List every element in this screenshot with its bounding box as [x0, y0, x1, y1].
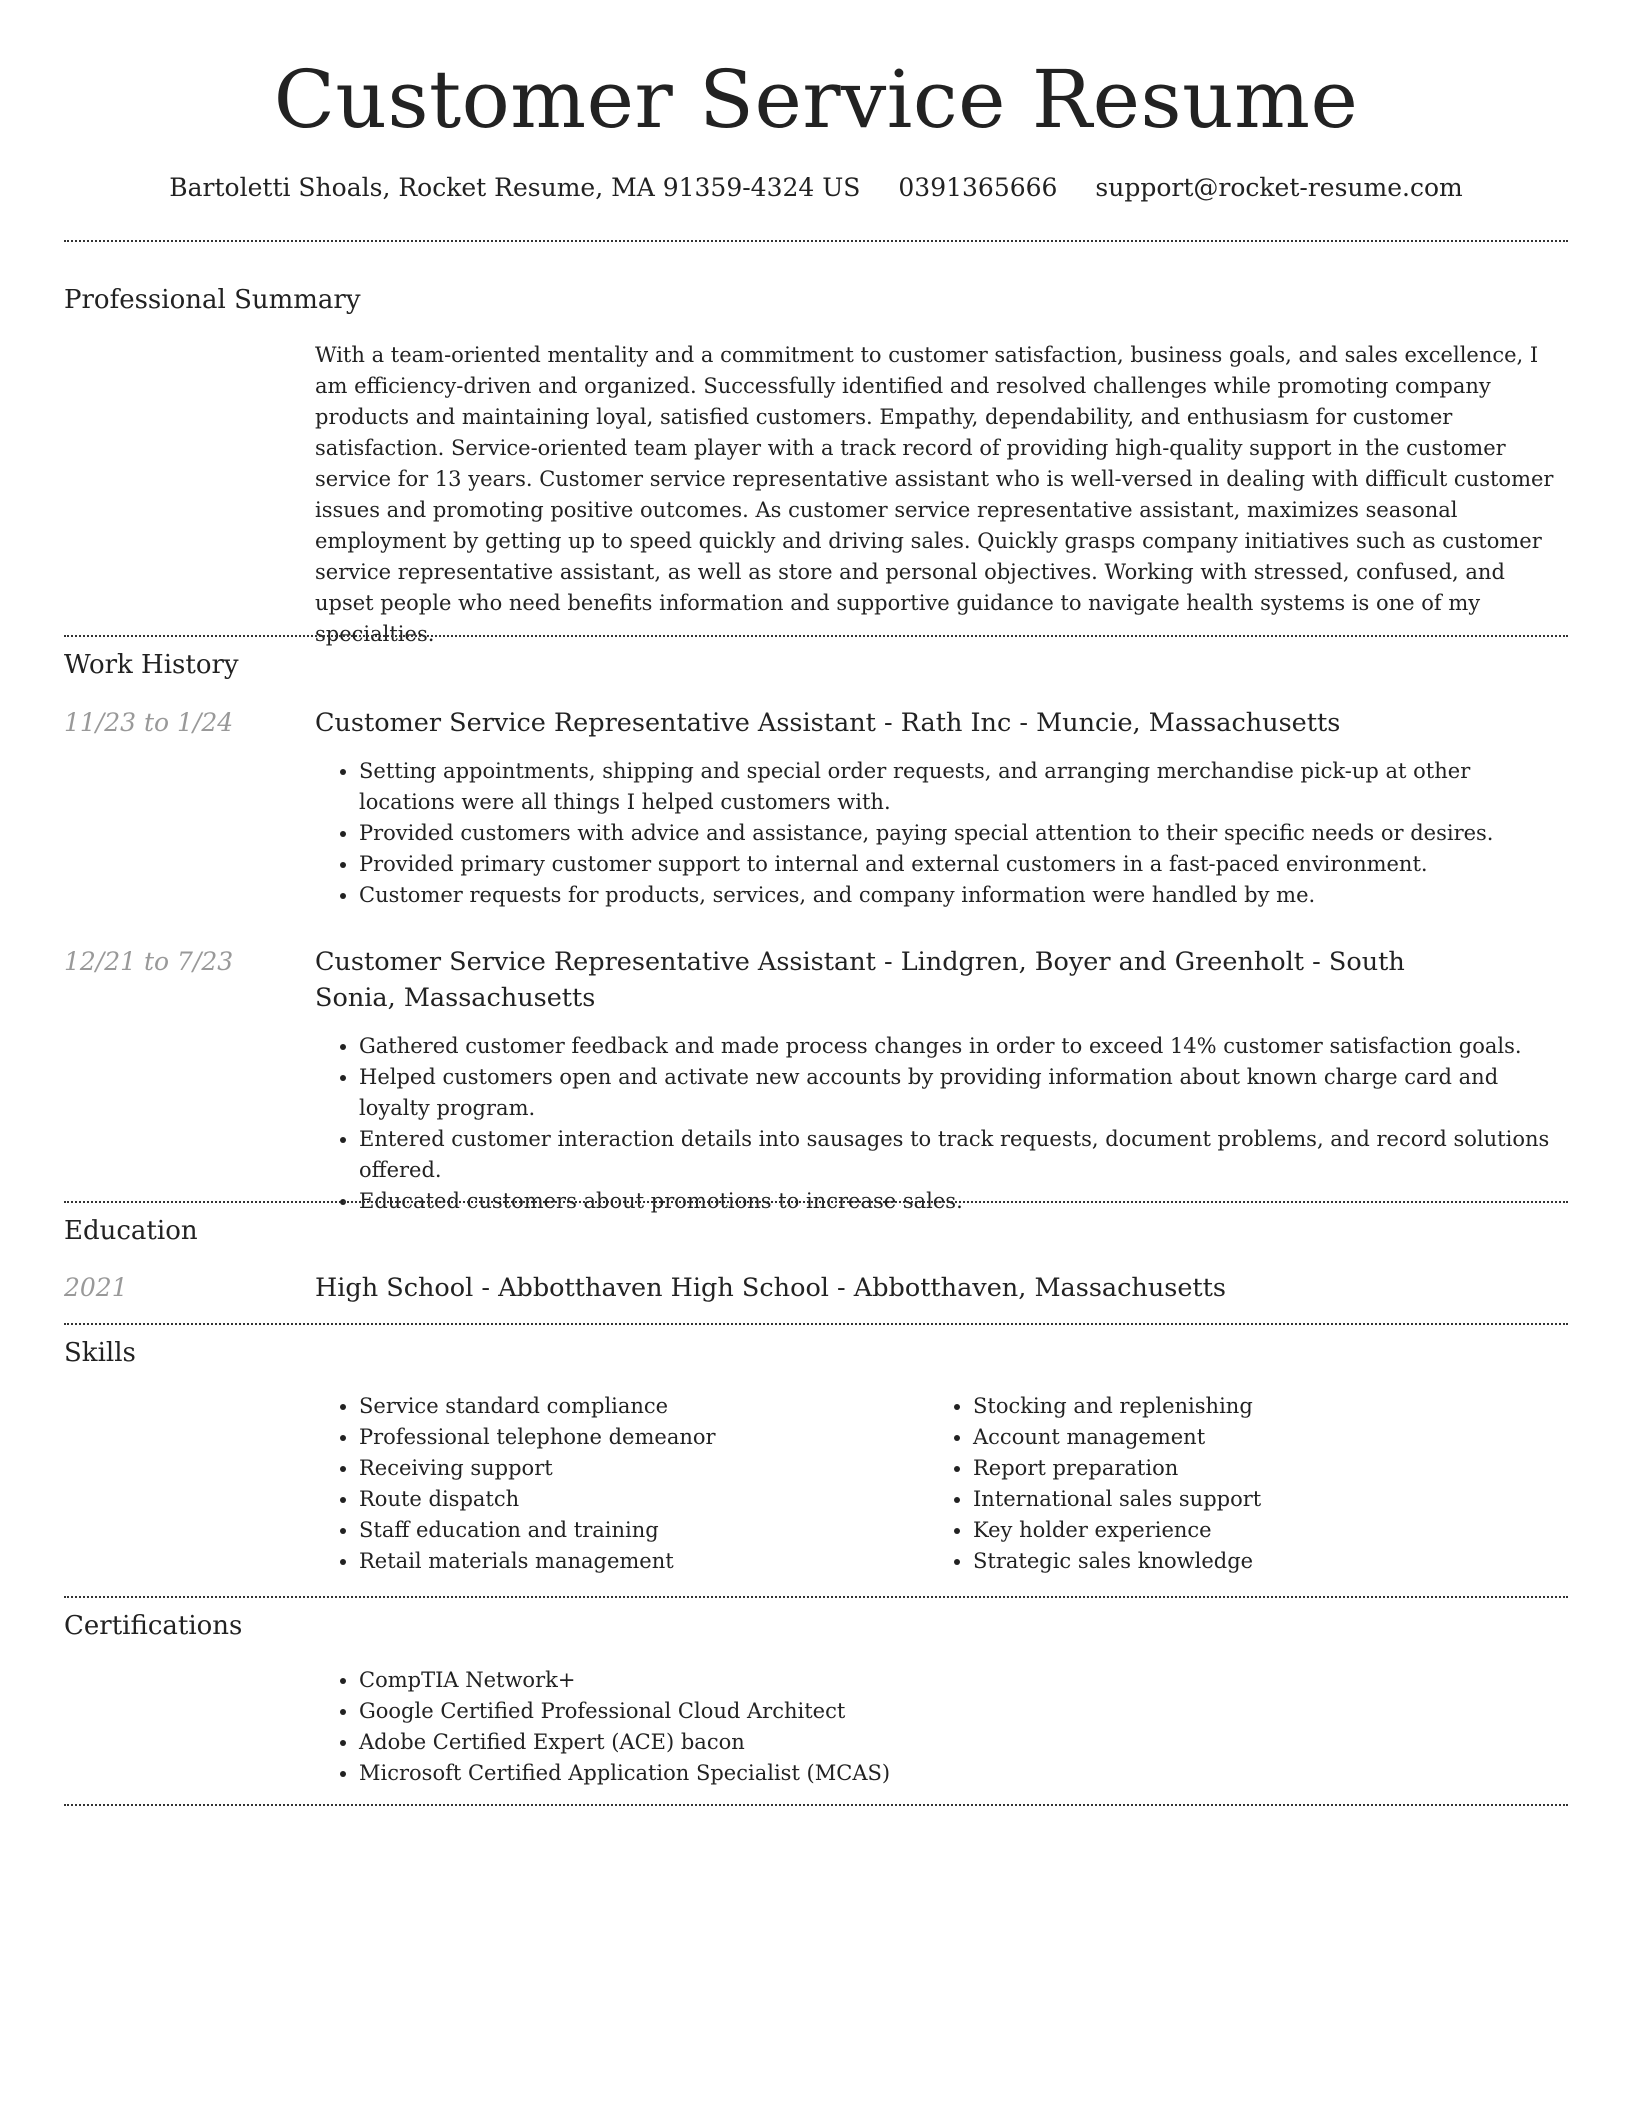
- job-bullet: • Entered customer interaction details into sausages to track requests, document problems, and record solutions offered.: [359, 1124, 1568, 1186]
- summary-heading: Professional Summary: [64, 285, 361, 315]
- skill-item: • Strategic sales knowledge: [973, 1546, 1559, 1577]
- skill-item: • Key holder experience: [973, 1515, 1559, 1546]
- skill-item: • International sales support: [973, 1484, 1559, 1515]
- job-bullet: • Provided primary customer support to internal and external customers in a fast-paced environment.: [359, 849, 1568, 880]
- certification-item: • CompTIA Network+: [359, 1665, 1568, 1696]
- skills-left-column: [315, 1391, 915, 1577]
- contact-phone: 0391365666: [898, 173, 1058, 202]
- education-heading: Education: [64, 1216, 198, 1246]
- skill-item: • Professional telephone demeanor: [359, 1422, 915, 1453]
- skill-item: • Account management: [973, 1422, 1559, 1453]
- skills-heading: Skills: [64, 1338, 136, 1368]
- skill-item: • Report preparation: [973, 1453, 1559, 1484]
- certification-item: • Microsoft Certified Application Specialist (MCAS): [359, 1758, 1568, 1789]
- job-bullet: • Educated customers about promotions to increase sales.: [359, 1186, 1568, 1217]
- summary-text: With a team-oriented mentality and a commitment to customer satisfaction, business goals, and sales excellence, I am efficiency-driven and organized. Successfully identified and resolved challenges while promoting company products and maintaining loyal, satisfied customers. Empathy, dependability, and enthusiasm for customer satisfaction. Service-oriented team player with a track record of providing high-quality support in the customer service for 13 years. Customer service representative assistant who is well-versed in dealing with difficult customer issues and promoting positive outcomes. As customer service representative assistant, maximizes seasonal employment by getting up to speed quickly and driving sales. Quickly grasps company initiatives such as customer service representative assistant, as well as store and personal objectives. Working with stressed, confused, and upset people who need benefits information and supportive guidance to navigate health systems is one of my specialties.: [315, 343, 1554, 646]
- job-dates: 12/21 to 7/23: [64, 947, 234, 976]
- skill-item: • Staff education and training: [359, 1515, 915, 1546]
- job-bullet-list: [315, 756, 1568, 911]
- divider: [64, 635, 1568, 637]
- certification-item: • Adobe Certified Expert (ACE) bacon: [359, 1727, 1568, 1758]
- skills-right-column: [929, 1391, 1559, 1577]
- contact-email: support@rocket-resume.com: [1095, 173, 1463, 202]
- divider: [64, 1596, 1568, 1598]
- certifications-heading: Certifications: [64, 1611, 243, 1641]
- divider: [64, 1201, 1568, 1203]
- job-details: [315, 756, 1568, 911]
- job-title: Customer Service Representative Assistant - Rath Inc - Muncie, Massachusetts: [315, 708, 1341, 738]
- divider: [64, 240, 1568, 242]
- skill-item: • Service standard compliance: [359, 1391, 915, 1422]
- job-bullet: • Gathered customer feedback and made process changes in order to exceed 14% customer satisfaction goals.: [359, 1031, 1568, 1062]
- certifications-list: [315, 1665, 1568, 1789]
- resume-title: Customer Service Resume: [273, 53, 1359, 146]
- certification-item: • Google Certified Professional Cloud Architect: [359, 1696, 1568, 1727]
- job-bullet: • Setting appointments, shipping and special order requests, and arranging merchandise pick-up at other locations were all things I helped customers with.: [359, 756, 1568, 818]
- job-bullet: • Customer requests for products, services, and company information were handled by me.: [359, 880, 1568, 911]
- skill-item: • Retail materials management: [359, 1546, 915, 1577]
- skill-item: • Route dispatch: [359, 1484, 915, 1515]
- job-details: [315, 1031, 1568, 1217]
- skill-item: • Receiving support: [359, 1453, 915, 1484]
- skills-list: [315, 1391, 915, 1577]
- job-dates: 11/23 to 1/24: [64, 708, 234, 737]
- skills-list: [929, 1391, 1559, 1577]
- certifications-details: [315, 1665, 1568, 1789]
- job-title: Customer Service Representative Assistant - Lindgren, Boyer and Greenholt - South Sonia, Massachusetts: [315, 947, 1405, 1013]
- contact-line: [0, 170, 1632, 206]
- education-entry: High School - Abbotthaven High School - Abbotthaven, Massachusetts: [315, 1273, 1227, 1303]
- job-bullet: • Helped customers open and activate new accounts by providing information about known charge card and loyalty program.: [359, 1062, 1568, 1124]
- divider: [64, 1323, 1568, 1325]
- contact-address: Bartoletti Shoals, Rocket Resume, MA 91359-4324 US: [169, 173, 861, 202]
- job-bullet: • Provided customers with advice and assistance, paying special attention to their specific needs or desires.: [359, 818, 1568, 849]
- work-history-heading: Work History: [64, 650, 239, 680]
- education-year: 2021: [64, 1273, 128, 1302]
- job-bullet-list: [315, 1031, 1568, 1217]
- divider: [64, 1804, 1568, 1806]
- skill-item: • Stocking and replenishing: [973, 1391, 1559, 1422]
